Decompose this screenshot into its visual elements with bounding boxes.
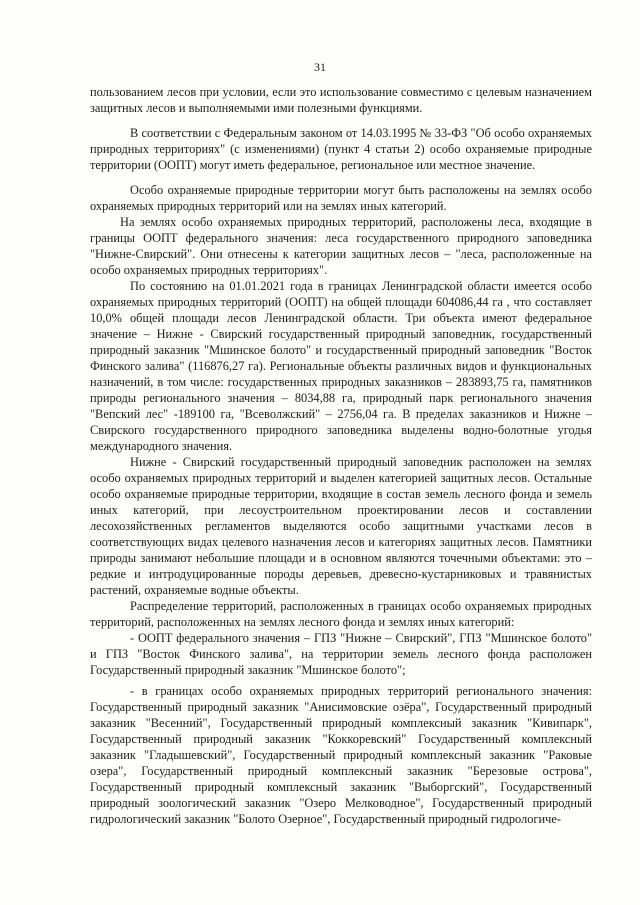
paragraph-oopt-lands: На землях особо охраняемых природных территорий, расположены леса, входящие в границы ООПТ федерального значения: леса государственного природного заповедника "Нижне-Свирский". Они отнесены к категории защитных лесов – "леса, расположенные на особо охраняемых природных территориях". [90, 215, 592, 277]
paragraph-nizhne-svirsky: Нижне - Свирский государственный природный заповедник расположен на землях особо охраняемых природных территорий и выделен категорией защитных лесов. Остальные особо охраняемые природные территории, входящие в состав земель лесного фонда и земель иных категорий, при лесоустроительном проектировании лесов и составлении лесохозяйственных регламентов выделяются особо защитными участками лесов в соответствующих видах целевого назначения лесов и категориях защитных лесов. Памятники природы занимают небольшие площади и в основном являются точечными объектами: это – редкие и интродуцированные породы деревьев, древесно-кустарниковых и травянистых растений, охраняемые водные объекты. [90, 455, 592, 597]
paragraph-oopt-status-2021: По состоянию на 01.01.2021 года в границах Ленинградской области имеется особо охраняемых природных территорий (ООПТ) на общей площади 604086,44 га , что составляет 10,0% общей площади лесов Ленинградской области. Три объекта имеют федеральное значение – Нижне - Свирский государственный природный заповедник, государственный природный заказник "Мшинское болото" и государственный природный заповедник "Восток Финского залива" (116876,27 га). Региональные объекты различных видов и функциональных назначений, в том числе: государственных природных заказников – 283893,75 га, памятников природы регионального значения – 8034,88 га, природный парк регионального значения "Вепский лес" -189100 га, "Всеволжский" – 2756,04 га. В пределах заказников и Нижне – Свирского государственного природного заповедника выделены водно-болотные угодья международного значения. [90, 279, 592, 453]
page-number: 31 [314, 60, 326, 74]
paragraph-regional-oopt-list: - в границах особо охраняемых природных территорий регионального значения: Государственный природный заказник "Анисимовские озёра", Государственный природный заказник "Весенний", Государственный природный комплексный заказник "Кивипарк", Государственный природный заказник "Коккоревский" Государственный комплексный заказник "Гладышевский", Государственный природный комплексный заказник "Раковые озера", Государственный природный комплексный заказник "Березовые острова", Государственный природный комплексный заказник "Выборгский", Государственный природный зоологический заказник "Озеро Мелководное", Государственный природный гидрологический заказник "Болото Озерное", Государственный природный гидрологиче- [90, 684, 592, 826]
document-body [90, 84, 592, 827]
paragraph-federal-law: В соответствии с Федеральным законом от 14.03.1995 № 33-ФЗ "Об особо охраняемых природных территориях" (с изменениями) (пункт 4 статьи 2) особо охраняемые природные территории (ООПТ) могут иметь федеральное, региональное или местное значение. [90, 126, 592, 172]
paragraph-continuation: пользованием лесов при условии, если это использование совместимо с целевым назначением защитных лесов и выполняемыми ими полезными функциями. [90, 85, 592, 115]
paragraph-federal-oopt-list: - ООПТ федерального значения – ГПЗ "Нижне – Свирский", ГПЗ "Мшинское болото" и ГПЗ "Восток Финского залива", на территории земель лесного фонда расположен Государственный природный заказник "Мшинское болото"; [90, 631, 592, 677]
paragraph-distribution: Распределение территорий, расположенных в границах особо охраняемых природных территорий, расположенных на землях лесного фонда и землях иных категорий: [90, 599, 592, 629]
paragraph-oopt-location: Особо охраняемые природные территории могут быть расположены на землях особо охраняемых природных территорий или на землях иных категорий. [90, 183, 592, 213]
